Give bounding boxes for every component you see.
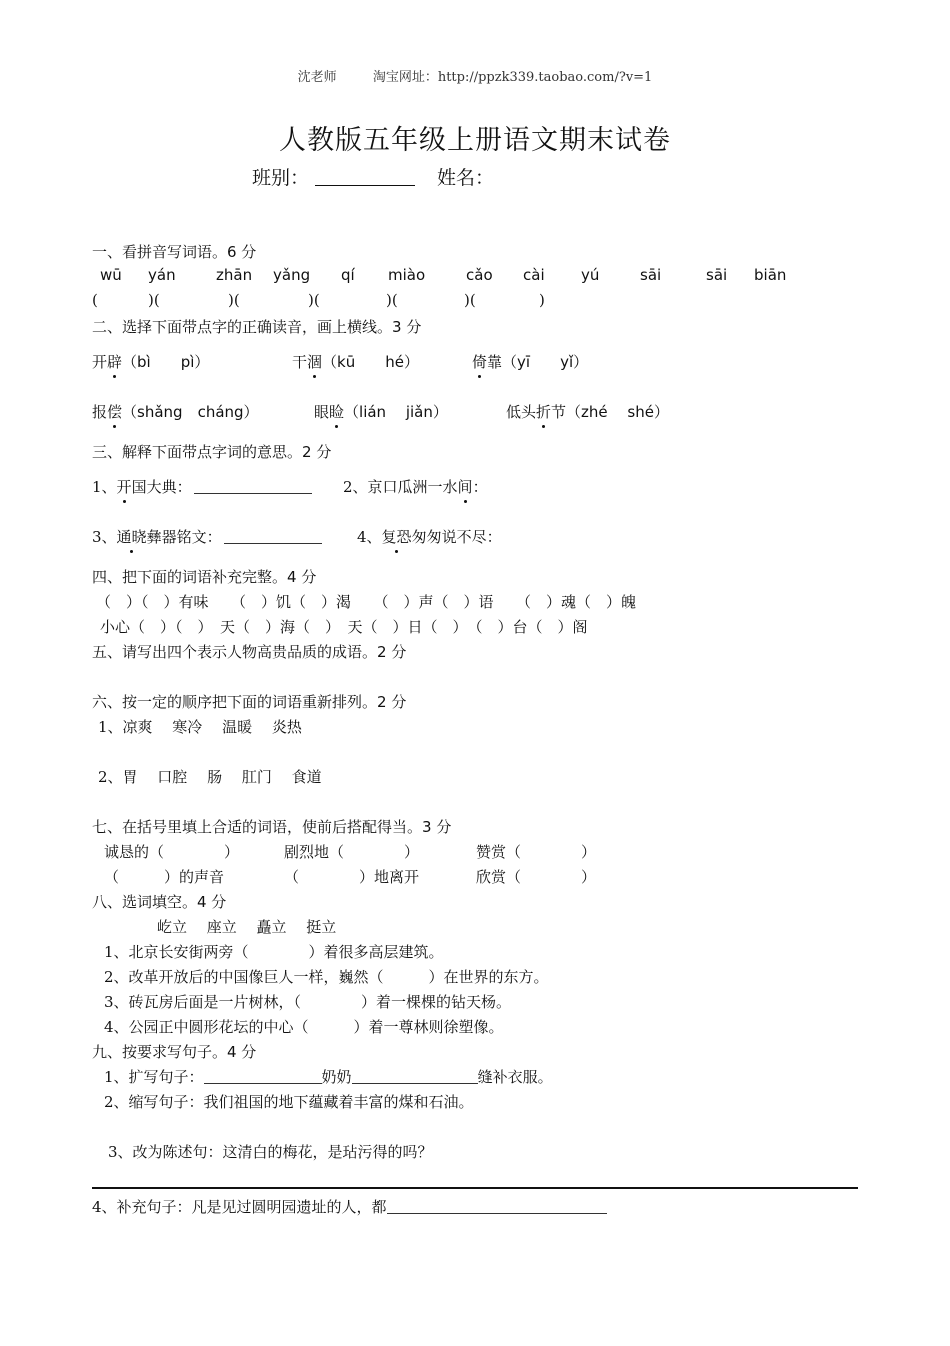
name-label: 姓名： <box>437 167 495 189</box>
pinyin: wū <box>100 266 122 284</box>
s3-item-4 <box>357 526 502 547</box>
paren: )( <box>308 291 320 309</box>
s7-item[interactable]: 欣赏（ ） <box>476 868 597 886</box>
paren: ) <box>539 291 545 309</box>
word-part: 靠 <box>487 353 503 371</box>
s9-item-3: 3、改为陈述句：这清白的梅花，是玷污得的吗？ <box>108 1143 433 1161</box>
pinyin-options: （bì pì） <box>122 353 210 371</box>
word-part: 报 <box>92 403 108 421</box>
word-part: 低头 <box>506 403 537 421</box>
word-part: 干 <box>292 353 308 371</box>
s2-item[interactable] <box>92 401 259 422</box>
s2-item[interactable] <box>314 401 448 422</box>
s8-item[interactable]: 2、改革开放后的中国像巨人一样，巍然（ ）在世界的东方。 <box>104 968 549 986</box>
dotted-char: 开 <box>116 478 132 496</box>
item-text: 国大典： <box>131 478 192 496</box>
item-number: 4、 <box>357 528 382 546</box>
class-label: 班别： <box>252 167 310 189</box>
section-7-heading: 七、在括号里填上合适的词语，使前后搭配得当。3 分 <box>92 818 452 836</box>
pinyin: sāi <box>640 266 662 284</box>
dotted-char: 辟 <box>107 353 123 371</box>
s4-row-2[interactable]: 小心（ ）（ ） 天（ ）海（ ） 天（ ）日（ ） （ ）台（ ）阁 <box>100 618 588 636</box>
pinyin-options: （zhé shé） <box>566 403 669 421</box>
s9-item-4 <box>92 1196 607 1217</box>
paren: )( <box>148 291 160 309</box>
pinyin: cài <box>523 266 545 284</box>
s6-row-2: 2、胃 口腔 肠 肛门 食道 <box>98 768 322 786</box>
s3-item-2 <box>343 476 488 497</box>
s9-item-2: 2、缩写句子：我们祖国的地下蕴藏着丰富的煤和石油。 <box>104 1093 474 1111</box>
s7-item[interactable]: （ ）的声音 <box>104 868 225 886</box>
class-blank[interactable] <box>315 167 415 186</box>
item-text: ： <box>472 478 488 496</box>
pinyin-options: （lián jiǎn） <box>344 403 448 421</box>
header-teacher: 沈老师 <box>297 70 337 85</box>
s4-row-1[interactable]: （ ）（ ）有味 （ ）饥（ ）渴 （ ）声（ ）语 （ ）魂（ ）魄 <box>96 593 637 611</box>
answer-blank[interactable] <box>204 1069 322 1084</box>
header-shop-url: 淘宝网址：http://ppzk339.taobao.com/?v=1 <box>372 70 653 85</box>
s7-item[interactable]: 剧烈地（ ） <box>284 843 420 861</box>
pinyin: miào <box>388 266 426 284</box>
item-text: 匆匆说不尽： <box>411 528 502 546</box>
pinyin: yán <box>148 266 176 284</box>
s7-item[interactable]: 赞赏（ ） <box>476 843 597 861</box>
s2-item[interactable] <box>92 351 209 372</box>
s8-word-bank: 屹立 座立 矗立 挺立 <box>157 918 337 936</box>
section-1-heading: 一、看拼音写词语。6 分 <box>92 243 257 261</box>
s2-item[interactable] <box>506 401 669 422</box>
pinyin-options: （shǎng cháng） <box>122 403 259 421</box>
word-part: 开 <box>92 353 108 371</box>
s8-item[interactable]: 3、砖瓦房后面是一片树林，（ ）着一棵棵的钻天杨。 <box>104 993 512 1011</box>
dotted-char: 折 <box>536 403 552 421</box>
answer-blank[interactable] <box>387 1199 607 1214</box>
section-3-heading: 三、解释下面带点字词的意思。2 分 <box>92 443 332 461</box>
section-2-heading: 二、选择下面带点字的正确读音，画上横线。3 分 <box>92 318 422 336</box>
s9-item-1 <box>104 1066 553 1087</box>
pinyin: qí <box>341 266 355 284</box>
dotted-char: 倚 <box>472 353 488 371</box>
s7-item[interactable]: 诚恳的（ ） <box>104 843 240 861</box>
word-part: 节 <box>551 403 567 421</box>
pinyin: sāi <box>706 266 728 284</box>
item-text: 彝器铭文： <box>146 528 222 546</box>
pinyin: yǎng <box>273 266 311 284</box>
section-5-heading: 五、请写出四个表示人物高贵品质的成语。2 分 <box>92 643 407 661</box>
s2-item[interactable] <box>472 351 588 372</box>
pinyin: cǎo <box>466 266 493 284</box>
answer-line[interactable] <box>92 1187 858 1189</box>
s6-row-1: 1、凉爽 寒冷 温暖 炎热 <box>98 718 302 736</box>
s3-item-1 <box>92 476 312 497</box>
item-text: 4、补充句子：凡是见过圆明园遗址的人，都 <box>92 1198 387 1216</box>
s3-item-3 <box>92 526 322 547</box>
s8-item[interactable]: 1、北京长安街两旁（ ）着很多高层建筑。 <box>104 943 444 961</box>
student-info <box>252 163 494 190</box>
pinyin-options: （kū hé） <box>322 353 419 371</box>
paren: )( <box>464 291 476 309</box>
section-6-heading: 六、按一定的顺序把下面的词语重新排列。2 分 <box>92 693 407 711</box>
item-number: 1、 <box>92 478 117 496</box>
item-number: 2、京口瓜洲一水 <box>343 478 458 496</box>
dotted-char: 睑 <box>329 403 345 421</box>
answer-blank[interactable] <box>224 529 322 544</box>
pinyin: zhān <box>216 266 253 284</box>
answer-blank[interactable] <box>352 1069 478 1084</box>
dotted-chars: 通晓 <box>116 528 147 546</box>
page-title: 人教版五年级上册语文期末试卷 <box>279 125 671 156</box>
paren: )( <box>228 291 240 309</box>
pinyin-options: （yī yǐ） <box>502 353 589 371</box>
dotted-char: 偿 <box>107 403 123 421</box>
item-label: 1、扩写句子： <box>104 1068 204 1086</box>
s8-item[interactable]: 4、公园正中圆形花坛的中心（ ）着一尊林则徐塑像。 <box>104 1018 504 1036</box>
dotted-char: 间 <box>457 478 473 496</box>
answer-blank[interactable] <box>194 479 312 494</box>
s2-item[interactable] <box>292 351 419 372</box>
section-8-heading: 八、选词填空。4 分 <box>92 893 227 911</box>
s7-item[interactable]: （ ）地离开 <box>284 868 420 886</box>
item-number: 3、 <box>92 528 117 546</box>
word-part: 眼 <box>314 403 330 421</box>
paren: ( <box>92 291 98 309</box>
section-4-heading: 四、把下面的词语补充完整。4 分 <box>92 568 317 586</box>
paren: )( <box>386 291 398 309</box>
item-text: 缝补衣服。 <box>477 1068 553 1086</box>
page-header <box>0 66 950 85</box>
dotted-chars: 复恐 <box>381 528 412 546</box>
section-9-heading: 九、按要求写句子。4 分 <box>92 1043 257 1061</box>
pinyin: biān <box>754 266 787 284</box>
item-text: 奶奶 <box>321 1068 352 1086</box>
dotted-char: 涸 <box>307 353 323 371</box>
pinyin: yú <box>581 266 600 284</box>
